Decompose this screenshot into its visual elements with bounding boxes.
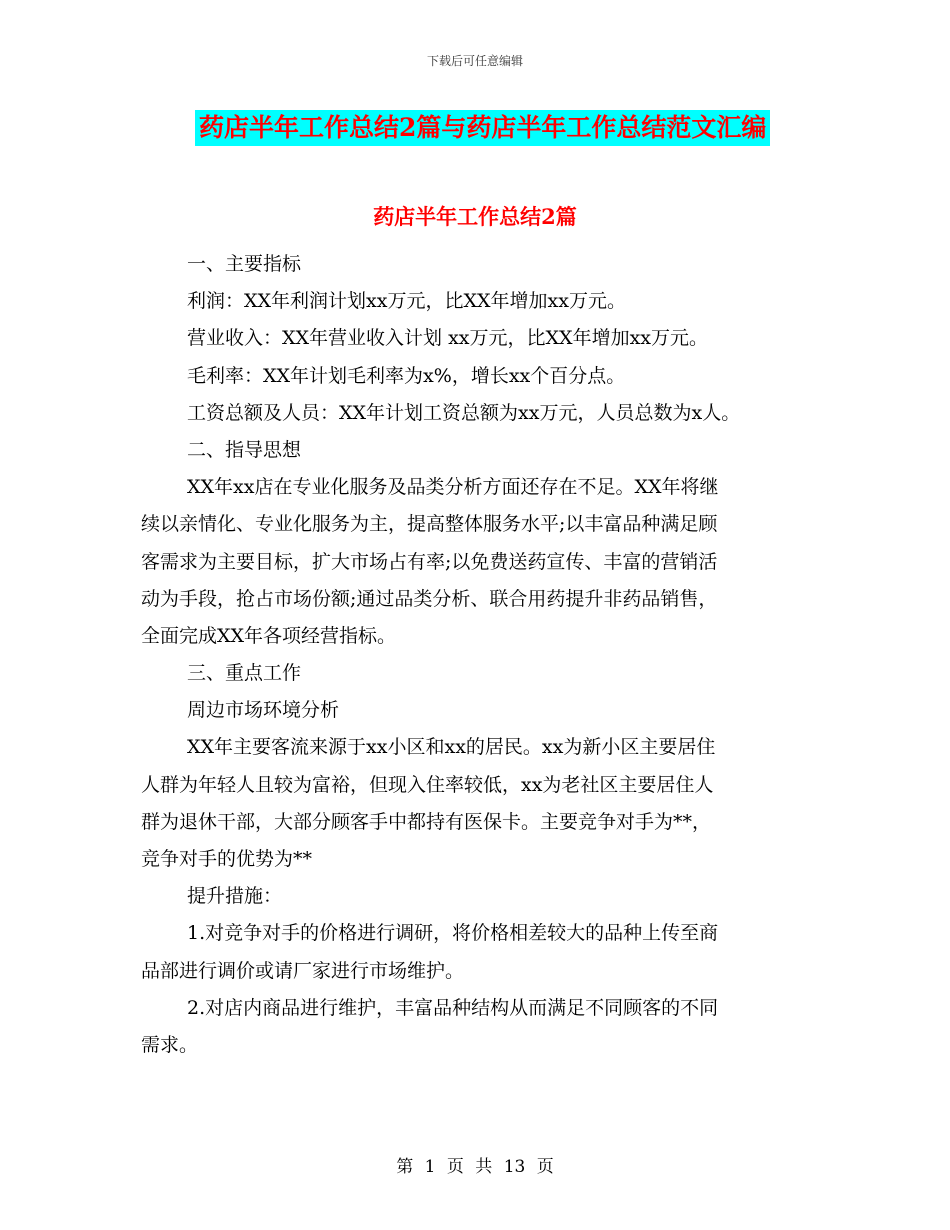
- header-note: 下载后可任意编辑: [426, 54, 523, 68]
- sub-title: 药店半年工作总结2篇: [373, 204, 577, 229]
- body-line: [141, 729, 831, 766]
- document-body: [141, 246, 831, 1064]
- line-text: 群为退休干部，大部分顾客手中都持有医保卡。主要竞争对手为**，: [141, 810, 712, 833]
- line-text: 三、重点工作: [187, 662, 302, 685]
- line-text: 人群为年轻人且较为富裕，但现入住率较低，xx为老社区主要居住人: [141, 773, 714, 796]
- body-line: [141, 767, 831, 804]
- body-line: [141, 581, 831, 618]
- line-text: 利润：XX年利润计划xx万元，比XX年增加xx万元。: [187, 290, 626, 313]
- line-text: 品部进行调价或请厂家进行市场维护。: [141, 959, 465, 982]
- line-text: XX年主要客流来源于xx小区和xx的居民。xx为新小区主要居住: [187, 736, 716, 759]
- body-line: [141, 432, 831, 469]
- body-line: [141, 655, 831, 692]
- line-text: 需求。: [141, 1033, 199, 1056]
- line-text: 续以亲情化、专业化服务为主，提高整体服务水平;以丰富品种满足顾: [141, 513, 718, 536]
- body-line: [141, 953, 831, 990]
- body-line: [141, 915, 831, 952]
- line-text: 营业收入：XX年营业收入计划 xx万元，比XX年增加xx万元。: [187, 327, 709, 350]
- line-text: 二、指导思想: [187, 438, 302, 461]
- line-text: 动为手段，抢占市场份额;通过品类分析、联合用药提升非药品销售，: [141, 587, 718, 610]
- page-footer: 第 1 页 共 13 页: [396, 1157, 554, 1177]
- main-title: 药店半年工作总结2篇与药店半年工作总结范文汇编: [195, 110, 770, 146]
- body-line: [141, 395, 831, 432]
- line-text: 1.对竞争对手的价格进行调研，将价格相差较大的品种上传至商: [187, 922, 719, 945]
- line-text: 2.对店内商品进行维护，丰富品种结构从而满足不同顾客的不同: [187, 996, 719, 1019]
- body-line: [141, 618, 831, 655]
- body-line: [141, 878, 831, 915]
- body-line: [141, 804, 831, 841]
- body-line: [141, 358, 831, 395]
- line-text: 提升措施：: [187, 885, 283, 908]
- body-line: [141, 246, 831, 283]
- line-text: XX年xx店在专业化服务及品类分析方面还存在不足。XX年将继: [187, 476, 719, 499]
- body-line: [141, 544, 831, 581]
- line-text: 一、主要指标: [187, 253, 302, 275]
- body-line: [141, 1027, 831, 1064]
- body-line: [141, 841, 831, 878]
- line-text: 工资总额及人员：XX年计划工资总额为xx万元，人员总数为x人。: [187, 401, 741, 424]
- line-text: 竞争对手的优势为**: [141, 848, 313, 870]
- body-line: [141, 990, 831, 1027]
- line-text: 毛利率：XX年计划毛利率为x%，增长xx个百分点。: [187, 364, 626, 387]
- line-text: 全面完成XX年各项经营指标。: [141, 624, 397, 647]
- body-line: [141, 283, 831, 320]
- body-line: [141, 506, 831, 543]
- line-text: 周边市场环境分析: [187, 699, 340, 722]
- line-text: 客需求为主要目标，扩大市场占有率;以免费送药宣传、丰富的营销活: [141, 550, 718, 573]
- body-line: [141, 692, 831, 729]
- body-line: [141, 469, 831, 506]
- body-line: [141, 320, 831, 357]
